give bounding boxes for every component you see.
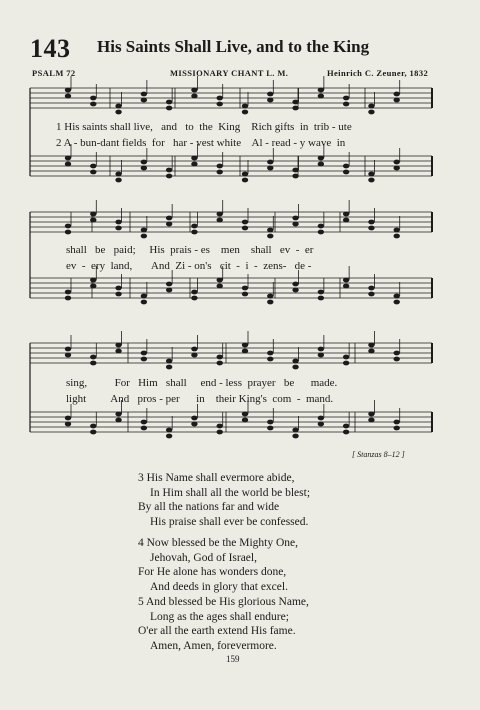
note-head <box>292 428 298 433</box>
note-head <box>115 418 121 423</box>
note-head <box>242 172 248 177</box>
system-2-lyric-verse-2: ev - ery land, And Zi - on's cit - i - zens- de - <box>66 260 312 272</box>
note-head <box>191 224 197 229</box>
note-head <box>267 300 273 305</box>
composer-credit: Heinrich C. Zeuner, 1832 <box>327 68 429 78</box>
note-head <box>191 290 197 295</box>
note-head <box>65 224 71 229</box>
note-head <box>267 420 273 425</box>
verse-line: 5 And blessed be His glorious Name, <box>138 596 309 608</box>
note-head <box>368 220 374 225</box>
verse-line: 3 His Name shall evermore abide, <box>138 472 295 484</box>
note-head <box>141 228 147 233</box>
note-head <box>166 216 172 221</box>
note-head <box>115 292 121 297</box>
note-head <box>166 106 172 111</box>
note-head <box>343 96 349 101</box>
note-head <box>368 104 374 109</box>
note-head <box>90 361 96 366</box>
verse-line: Amen, Amen, forevermore. <box>150 639 277 652</box>
note-head <box>141 98 147 103</box>
page-number: 159 <box>226 654 240 664</box>
note-head <box>343 284 349 289</box>
note-head <box>292 106 298 111</box>
note-head <box>217 355 223 360</box>
verse-line: Long as the ages shall endure; <box>150 610 289 623</box>
note-head <box>292 216 298 221</box>
note-head <box>343 164 349 169</box>
note-head <box>242 220 248 225</box>
note-head <box>368 349 374 354</box>
hymn-number: 143 <box>30 34 71 63</box>
note-head <box>90 164 96 169</box>
note-head <box>394 92 400 97</box>
note-head <box>90 355 96 360</box>
note-head <box>394 98 400 103</box>
note-head <box>90 212 96 217</box>
note-head <box>343 424 349 429</box>
stanzas-reference: [ Stanzas 8–12 ] <box>352 450 405 459</box>
note-head <box>318 88 324 93</box>
verse-line: For He alone has wonders done, <box>138 566 287 578</box>
note-head <box>292 100 298 105</box>
note-head <box>217 430 223 435</box>
note-head <box>242 412 248 417</box>
note-head <box>242 418 248 423</box>
note-head <box>368 110 374 115</box>
note-head <box>115 226 121 231</box>
note-head <box>166 434 172 439</box>
note-head <box>191 156 197 161</box>
verse-line: His praise shall ever be confessed. <box>150 515 309 528</box>
note-head <box>242 226 248 231</box>
verse-line: 4 Now blessed be the Mighty One, <box>138 537 299 549</box>
verse-line: Jehovah, God of Israel, <box>150 551 257 564</box>
note-head <box>141 420 147 425</box>
note-head <box>343 170 349 175</box>
note-head <box>267 92 273 97</box>
note-head <box>141 351 147 356</box>
note-head <box>90 218 96 223</box>
note-head <box>242 286 248 291</box>
note-head <box>217 96 223 101</box>
note-head <box>267 351 273 356</box>
verse-line: In Him shall all the world be blest; <box>150 486 311 499</box>
note-head <box>90 278 96 283</box>
note-head <box>292 359 298 364</box>
note-head <box>191 94 197 99</box>
note-head <box>242 343 248 348</box>
note-head <box>191 353 197 358</box>
note-head <box>191 88 197 93</box>
note-head <box>292 222 298 227</box>
note-head <box>267 228 273 233</box>
note-head <box>115 349 121 354</box>
note-head <box>191 422 197 427</box>
system-2-lyric-verse-1: shall be paid; His prais - es men shall ev - er <box>66 244 314 256</box>
note-head <box>394 166 400 171</box>
note-head <box>90 284 96 289</box>
note-head <box>65 353 71 358</box>
note-head <box>267 426 273 431</box>
note-head <box>141 160 147 165</box>
note-head <box>166 168 172 173</box>
note-head <box>217 164 223 169</box>
note-head <box>141 300 147 305</box>
note-head <box>191 162 197 167</box>
note-head <box>292 168 298 173</box>
system-1-lyric-verse-2: 2 A - bun-dant fields for har - vest white Al - read - y wave in <box>56 137 346 149</box>
note-head <box>166 282 172 287</box>
note-head <box>368 226 374 231</box>
note-head <box>368 412 374 417</box>
note-head <box>141 294 147 299</box>
note-head <box>90 424 96 429</box>
note-head <box>318 353 324 358</box>
note-head <box>368 178 374 183</box>
note-head <box>115 412 121 417</box>
note-head <box>343 278 349 283</box>
note-head <box>115 110 121 115</box>
note-head <box>141 357 147 362</box>
note-head <box>166 288 172 293</box>
note-head <box>318 422 324 427</box>
psalm-reference: PSALM 72 <box>32 68 76 78</box>
note-head <box>318 94 324 99</box>
note-head <box>217 284 223 289</box>
note-head <box>394 294 400 299</box>
note-head <box>141 426 147 431</box>
note-head <box>115 172 121 177</box>
note-head <box>267 234 273 239</box>
system-1-lyric-verse-1: 1 His saints shall live, and to the King Rich gifts in trib - ute <box>56 121 352 133</box>
note-head <box>394 351 400 356</box>
note-head <box>292 434 298 439</box>
note-head <box>191 230 197 235</box>
note-head <box>115 343 121 348</box>
note-head <box>394 228 400 233</box>
note-head <box>318 290 324 295</box>
note-head <box>90 102 96 107</box>
verse-3 <box>138 471 310 529</box>
note-head <box>217 218 223 223</box>
note-head <box>267 294 273 299</box>
note-head <box>65 296 71 301</box>
note-head <box>318 156 324 161</box>
note-head <box>115 104 121 109</box>
note-head <box>115 220 121 225</box>
system-3-lyric-verse-1: sing, For Him shall end - less prayer be made. <box>66 377 338 389</box>
note-head <box>394 160 400 165</box>
note-head <box>166 365 172 370</box>
note-head <box>318 347 324 352</box>
note-head <box>115 286 121 291</box>
tune-name: MISSIONARY CHANT L. M. <box>170 68 289 78</box>
note-head <box>394 426 400 431</box>
note-head <box>242 178 248 183</box>
note-head <box>65 422 71 427</box>
note-head <box>267 98 273 103</box>
note-head <box>318 416 324 421</box>
note-head <box>65 416 71 421</box>
note-head <box>292 288 298 293</box>
note-head <box>267 166 273 171</box>
note-head <box>368 172 374 177</box>
verse-line: O'er all the earth extend His fame. <box>138 625 296 637</box>
note-head <box>65 290 71 295</box>
note-head <box>65 230 71 235</box>
note-head <box>191 347 197 352</box>
note-head <box>65 156 71 161</box>
note-head <box>343 430 349 435</box>
note-head <box>292 174 298 179</box>
note-head <box>242 110 248 115</box>
note-head <box>318 296 324 301</box>
note-head <box>394 300 400 305</box>
note-head <box>343 355 349 360</box>
note-head <box>191 416 197 421</box>
note-head <box>141 234 147 239</box>
note-head <box>65 347 71 352</box>
note-head <box>318 230 324 235</box>
note-head <box>217 361 223 366</box>
note-head <box>166 100 172 105</box>
note-head <box>343 212 349 217</box>
note-head <box>166 359 172 364</box>
note-head <box>343 218 349 223</box>
note-head <box>292 365 298 370</box>
note-head <box>343 102 349 107</box>
note-head <box>318 224 324 229</box>
verse-5 <box>138 595 309 653</box>
note-head <box>242 349 248 354</box>
note-head <box>65 88 71 93</box>
hymn-title: His Saints Shall Live, and to the King <box>97 37 370 56</box>
note-head <box>267 160 273 165</box>
note-head <box>368 286 374 291</box>
note-head <box>242 104 248 109</box>
verse-4 <box>138 536 298 594</box>
note-head <box>217 424 223 429</box>
note-head <box>368 418 374 423</box>
note-head <box>166 222 172 227</box>
note-head <box>141 166 147 171</box>
note-head <box>65 162 71 167</box>
note-head <box>394 420 400 425</box>
note-head <box>166 428 172 433</box>
note-head <box>217 212 223 217</box>
note-head <box>394 234 400 239</box>
note-head <box>368 292 374 297</box>
verse-line: And deeds in glory that excel. <box>150 580 288 593</box>
note-head <box>292 282 298 287</box>
note-head <box>217 102 223 107</box>
note-head <box>115 178 121 183</box>
verse-line: By all the nations far and wide <box>138 501 280 513</box>
system-3-lyric-verse-2: light And pros - per in their King's com - mand. <box>66 393 334 405</box>
note-head <box>90 430 96 435</box>
note-head <box>267 357 273 362</box>
note-head <box>242 292 248 297</box>
note-head <box>166 174 172 179</box>
note-head <box>90 96 96 101</box>
note-head <box>141 92 147 97</box>
note-head <box>368 343 374 348</box>
note-head <box>65 94 71 99</box>
note-head <box>191 296 197 301</box>
note-head <box>343 361 349 366</box>
note-head <box>217 170 223 175</box>
note-head <box>394 357 400 362</box>
note-head <box>318 162 324 167</box>
note-head <box>90 170 96 175</box>
note-head <box>217 278 223 283</box>
